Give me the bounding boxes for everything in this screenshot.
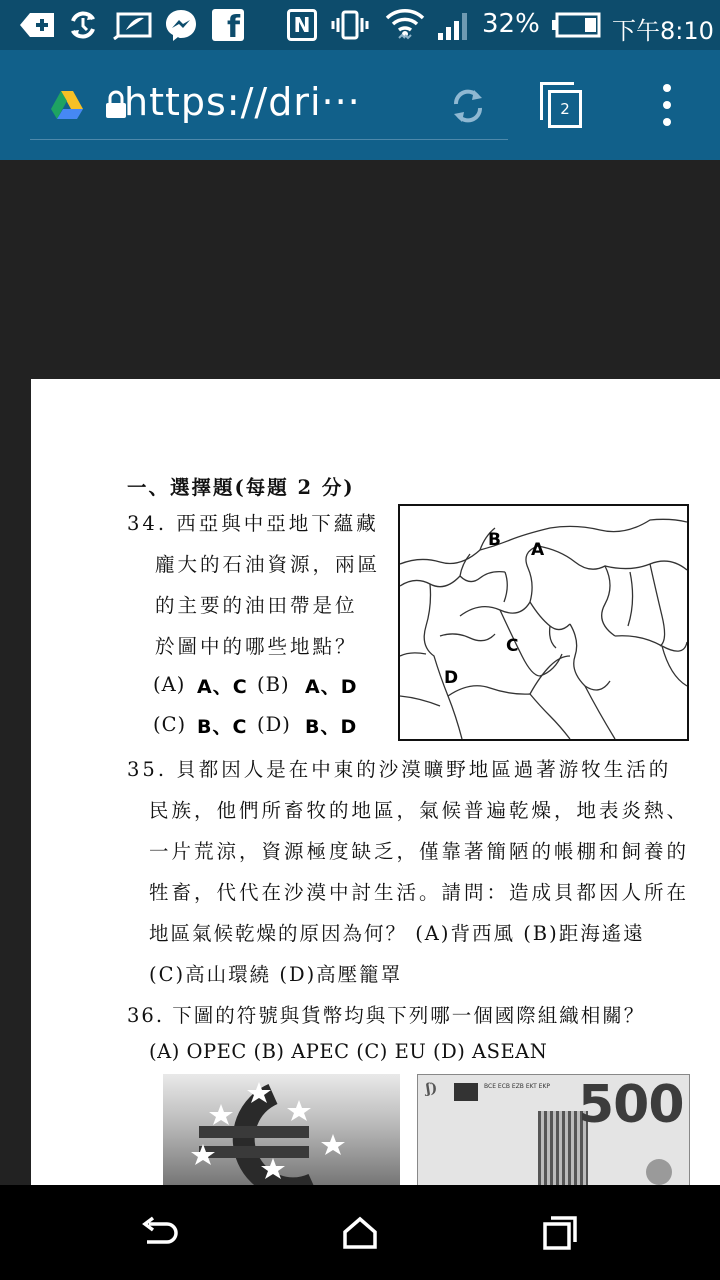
q36-options: (A) OPEC (B) APEC (C) EU (D) ASEAN xyxy=(149,1040,548,1063)
q34-option-b-label: (B) xyxy=(257,673,290,696)
messenger-icon xyxy=(162,7,200,43)
q34-option-c-text: B、C xyxy=(197,716,248,738)
eu-flag-icon xyxy=(454,1083,478,1101)
reload-icon[interactable] xyxy=(448,86,488,130)
nfc-icon: N xyxy=(284,7,320,43)
q34-line-3: 的主要的油田帶是位 xyxy=(155,594,358,617)
map-label-c: C xyxy=(506,636,519,656)
q34-line-2: 龐大的石油資源，兩區 xyxy=(155,553,381,576)
middle-east-map xyxy=(398,504,689,741)
facebook-icon: f xyxy=(210,7,246,43)
battery-icon xyxy=(550,7,602,43)
battery-percent: 32% xyxy=(482,9,540,39)
q34-option-a-text: A、C xyxy=(197,676,248,698)
banknote-hologram xyxy=(646,1159,672,1185)
q34-option-a-label: (A) xyxy=(153,673,186,696)
sync-icon xyxy=(64,7,102,43)
euro-banknote xyxy=(417,1074,690,1185)
q35-line-6: (C)高山環繞 (D)高壓籠罩 xyxy=(149,963,403,986)
q36-question: 36. 下圖的符號與貨幣均與下列哪一個國際組織相關？ xyxy=(127,1004,646,1027)
map-label-d: D xyxy=(444,668,459,688)
banknote-serial: BCE ECB EZB EKT EKP xyxy=(484,1083,551,1090)
q34-option-b-text: A、D xyxy=(305,676,358,698)
q35-line-3: 一片荒涼，資源極度缺乏，僅靠著簡陋的帳棚和飼養的 xyxy=(149,840,690,863)
navigation-bar xyxy=(0,1185,720,1280)
q35-line-4: 牲畜，代代在沙漠中討生活。請問：造成貝都因人所在 xyxy=(149,881,690,904)
add-icon xyxy=(18,7,56,43)
euro-sculpture-photo xyxy=(163,1074,400,1185)
q34-option-d-label: (D) xyxy=(257,713,291,736)
tabs-icon[interactable] xyxy=(538,80,584,130)
q35-line-1: 35. 貝都因人是在中東的沙漠曠野地區過著游牧生活的 xyxy=(127,758,672,781)
wifi-icon xyxy=(382,7,428,43)
document-page[interactable] xyxy=(31,379,720,1185)
browser-toolbar xyxy=(0,50,720,160)
status-bar xyxy=(0,0,720,50)
q35-line-2: 民族，他們所畜牧的地區，氣候普遍乾燥，地表炎熱、 xyxy=(149,799,690,822)
section-title: 一、選擇題(每題 2 分) xyxy=(127,476,355,499)
q34-option-c-label: (C) xyxy=(153,713,187,736)
vibrate-icon xyxy=(330,7,370,43)
clock: 下午8:10 xyxy=(612,17,714,45)
q35-line-5: 地區氣候乾燥的原因為何？ (A)背西風 (B)距海遙遠 xyxy=(149,922,645,945)
url-text[interactable]: https://dri··· xyxy=(124,80,361,124)
map-label-b: B xyxy=(488,530,501,550)
signal-icon xyxy=(436,7,472,43)
more-icon[interactable] xyxy=(660,84,674,128)
drive-icon xyxy=(50,90,84,124)
q34-option-d-text: B、D xyxy=(305,716,358,738)
q34-line-4: 於圖中的哪些地點？ xyxy=(155,635,358,658)
home-icon[interactable] xyxy=(325,1205,395,1261)
message-icon xyxy=(112,7,154,43)
banknote-scribble: ʃ) xyxy=(426,1081,438,1097)
banknote-value: 500 xyxy=(578,1075,684,1135)
back-icon[interactable] xyxy=(124,1205,194,1261)
recents-icon[interactable] xyxy=(525,1205,595,1261)
tab-count: 2 xyxy=(560,100,570,118)
q34-line-1: 34. 西亞與中亞地下蘊藏 xyxy=(127,512,379,535)
map-label-a: A xyxy=(531,540,545,560)
